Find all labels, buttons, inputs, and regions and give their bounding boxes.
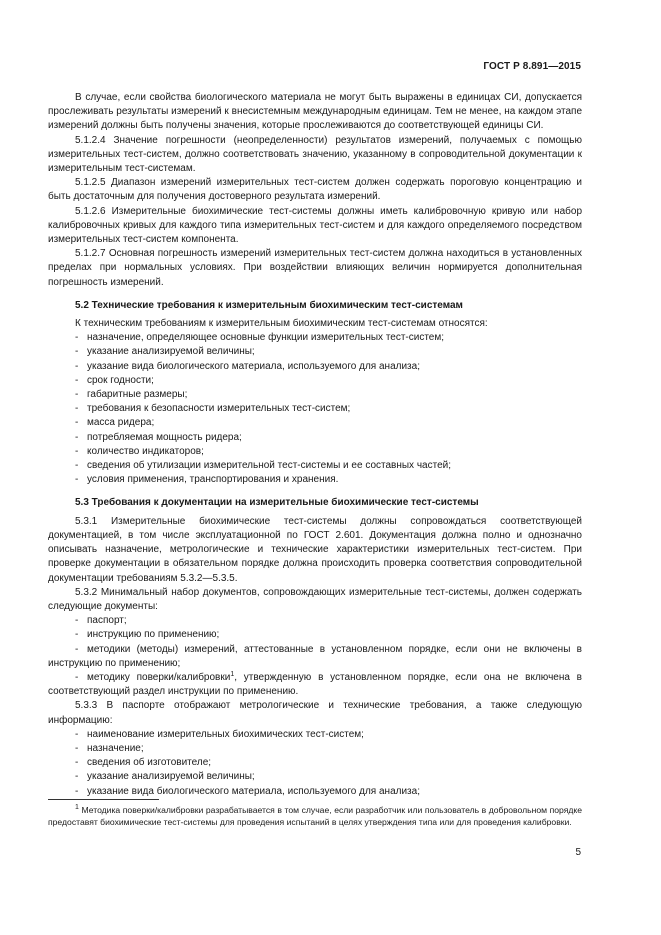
- list-item: - условия применения, транспортирования и хранения.: [75, 474, 339, 486]
- footnote: [48, 804, 582, 828]
- list-item: - указание вида биологического материала, используемого для анализа;: [75, 360, 420, 372]
- list-item: - паспорт;: [75, 615, 127, 627]
- section-heading-5-2: 5.2 Технические требования к измерительным биохимическим тест-системам: [75, 299, 463, 311]
- list-item: - назначение, определяющее основные функции измерительных тест-систем;: [75, 332, 445, 344]
- list-item: - методику поверки/калибровки$^1$, утвержденную в установленном порядке, если она не включена в соответствующий раздел инструкции по применению.: [48, 670, 582, 698]
- documents-list: [48, 614, 582, 699]
- list-item: - потребляемая мощность ридера;: [75, 431, 242, 443]
- list-item: - наименование измерительных биохимических тест-систем;: [75, 728, 364, 740]
- list-item: - методики (методы) измерений, аттестованные в установленном порядке, если они не включены в инструкцию по применению;: [48, 643, 582, 669]
- list-item: - инструкцию по применению;: [75, 629, 220, 641]
- list-item: - требования к безопасности измерительных тест-систем;: [75, 403, 351, 415]
- list-item: - габаритные размеры;: [75, 389, 188, 401]
- footnote-divider: [48, 799, 159, 800]
- document-number: ГОСТ Р 8.891—2015: [483, 61, 581, 72]
- paragraph: 5.1.2.4 Значение погрешности (неопределенности) результатов измерений, получаемых с помощью измерительных тест-систем, должно соответствовать значению, указанному в сопроводительной документации к измерительным тест-системам.: [48, 134, 582, 175]
- list-item: - указание анализируемой величины;: [75, 346, 255, 358]
- footnote-mark: 1: [75, 804, 79, 811]
- page-body: [48, 91, 582, 799]
- list-item: - сведения об изготовителе;: [75, 757, 212, 769]
- section-heading-5-3: 5.3 Требования к документации на измерительные биохимические тест-системы: [75, 497, 479, 509]
- passport-info-list: [48, 728, 582, 799]
- footnote-text: Методика поверки/калибровки разрабатывается в том случае, если разработчик или пользователь в добровольном порядке предоставят биохимические тест-системы для проведения испытаний в целях утверждения типа или для проведения калибровки.: [48, 805, 583, 827]
- list-item: - назначение;: [75, 742, 144, 754]
- paragraph: 5.1.2.7 Основная погрешность измерений измерительных тест-систем должна находиться в установленных пределах при нормальных условиях. При воздействии влияющих величин нормируется дополнительная погрешность измерений.: [48, 248, 582, 288]
- footnote-reference[interactable]: 1: [230, 670, 235, 678]
- page-number: 5: [575, 847, 581, 858]
- paragraph: 5.3.2 Минимальный набор документов, сопровождающих измерительные тест-системы, должен содержать следующие документы:: [48, 586, 582, 612]
- paragraph: 5.1.2.5 Диапазон измерений измерительных тест-систем должен содержать пороговую концентрацию и быть достаточным для получения достоверного результата измерений.: [48, 177, 582, 203]
- paragraph: 5.3.1 Измерительные биохимические тест-системы должны сопровождаться соответствующей документацией, в том числе эксплуатационной по ГОСТ 2.601. Документация должна полно и однозначно описывать назначение, метрологические и технические характеристики измерительных тест-систем. При проверке документации в обязательном порядке должна происходить проверка соответствия сопроводительной документации требованиям 5.3.2—5.3.5.: [48, 515, 582, 584]
- paragraph: 5.3.3 В паспорте отображают метрологические и технические требования, а также следующую информацию:: [48, 700, 582, 726]
- list-item: - указание анализируемой величины;: [75, 771, 255, 783]
- list-item: - количество индикаторов;: [75, 445, 204, 457]
- requirements-list: [48, 331, 582, 487]
- paragraph: В случае, если свойства биологического материала не могут быть выражены в единицах СИ, допускается прослеживать результаты измерений к внесистемным международным единицам. Тем не менее, на каждом этапе измерений должны быть получены значения, которые прослеживаются до соответствующей единицы СИ.: [48, 92, 582, 132]
- paragraph: 5.1.2.6 Измерительные биохимические тест-системы должны иметь калибровочную кривую или набор калибровочных кривых для каждого типа измерительных тест-систем и для каждого определяемого посредством измерительных тест-систем компонента.: [48, 205, 582, 246]
- paragraph: К техническим требованиям к измерительным биохимическим тест-системам относятся:: [75, 318, 488, 330]
- list-item: - срок годности;: [75, 374, 154, 386]
- list-item: - указание вида биологического материала, используемого для анализа;: [75, 785, 420, 797]
- list-item: - масса ридера;: [75, 417, 155, 429]
- list-item: - сведения об утилизации измерительной тест-системы и ее составных частей;: [75, 460, 451, 472]
